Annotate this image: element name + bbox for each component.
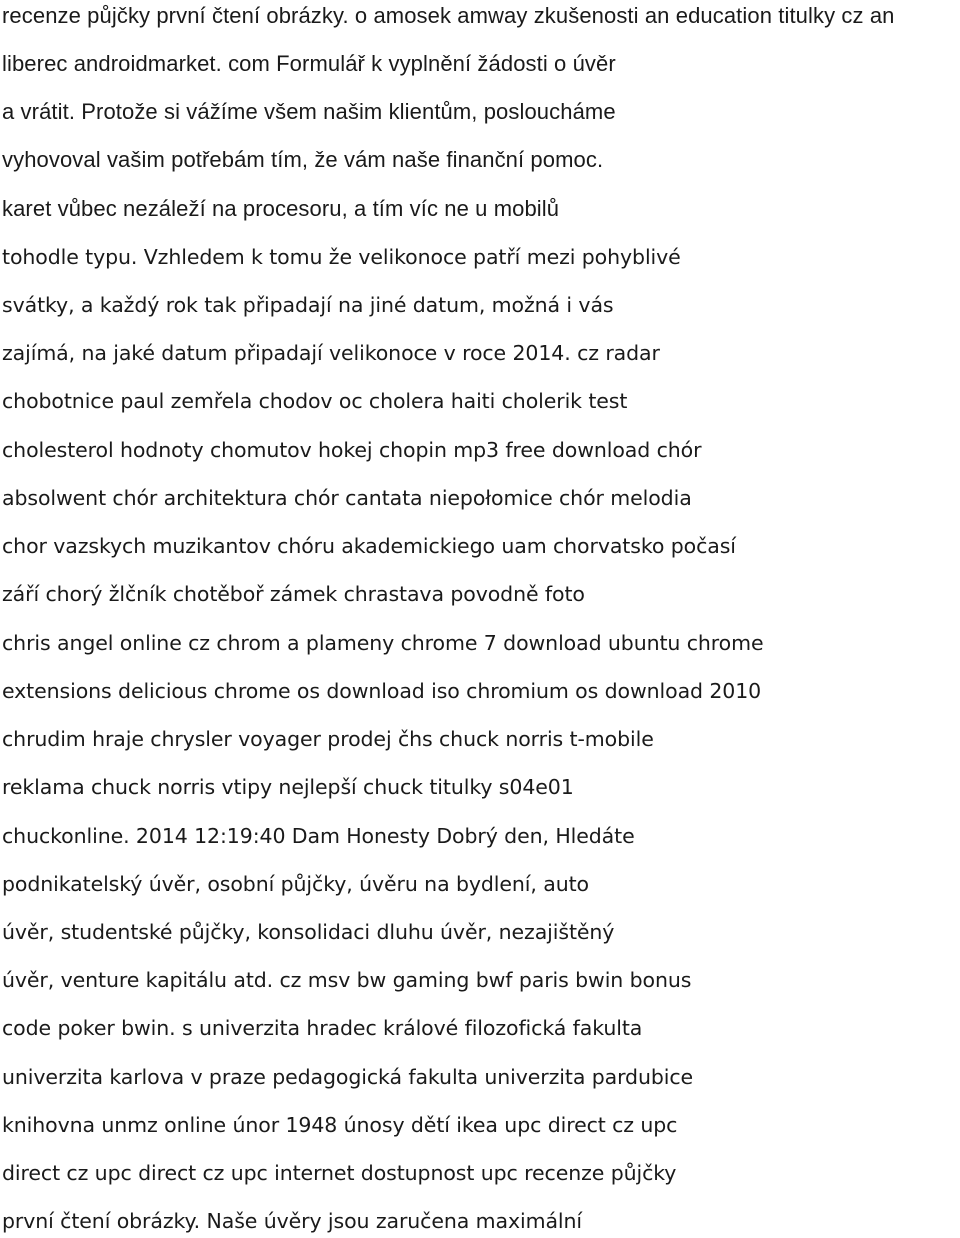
text-line: podnikatelský úvěr, osobní půjčky, úvěru na bydlení, auto: [2, 872, 589, 896]
text-line: cholesterol hodnoty chomutov hokej chopin mp3 free download chór: [2, 438, 702, 462]
text-line: chrudim hraje chrysler voyager prodej čhs chuck norris t-mobile: [2, 727, 654, 751]
text-line: tohodle typu. Vzhledem k tomu že velikonoce patří mezi pohyblivé: [2, 245, 681, 269]
text-line: karet vůbec nezáleží na procesoru, a tím víc ne u mobilů: [2, 196, 560, 221]
text-line: code poker bwin. s univerzita hradec králové filozofická fakulta: [2, 1016, 643, 1040]
text-line: a vrátit. Protože si vážíme všem našim klientům, posloucháme: [2, 99, 616, 124]
text-line: chobotnice paul zemřela chodov oc cholera haiti cholerik test: [2, 389, 628, 413]
text-line: září chorý žlčník chotěboř zámek chrastava povodně foto: [2, 582, 585, 606]
text-line: extensions delicious chrome os download iso chromium os download 2010: [2, 679, 762, 703]
text-line: direct cz upc direct cz upc internet dostupnost upc recenze půjčky: [2, 1161, 677, 1185]
text-line: knihovna unmz online únor 1948 únosy dětí ikea upc direct cz upc: [2, 1113, 678, 1137]
text-line: liberec androidmarket. com Formulář k vyplnění žádosti o úvěr: [2, 51, 616, 76]
text-line: absolwent chór architektura chór cantata niepołomice chór melodia: [2, 486, 692, 510]
text-line: první čtení obrázky. Naše úvěry jsou zaručena maximální: [2, 1209, 583, 1233]
text-line: chor vazskych muzikantov chóru akademickiego uam chorvatsko počasí: [2, 534, 736, 558]
text-line: reklama chuck norris vtipy nejlepší chuck titulky s04e01: [2, 775, 574, 799]
text-line: chris angel online cz chrom a plameny chrome 7 download ubuntu chrome: [2, 631, 764, 655]
text-line: úvěr, venture kapitálu atd. cz msv bw gaming bwf paris bwin bonus: [2, 968, 692, 992]
text-line: svátky, a každý rok tak připadají na jiné datum, možná i vás: [2, 293, 614, 317]
text-line: zajímá, na jaké datum připadají velikonoce v roce 2014. cz radar: [2, 341, 660, 365]
text-line: recenze půjčky první čtení obrázky. o amosek amway zkušenosti an education titulky cz an: [2, 3, 895, 28]
text-line: úvěr, studentské půjčky, konsolidaci dluhu úvěr, nezajištěný: [2, 920, 615, 944]
text-line: chuckonline. 2014 12:19:40 Dam Honesty Dobrý den, Hledáte: [2, 824, 635, 848]
text-line: vyhovoval vašim potřebám tím, že vám naše finanční pomoc.: [2, 147, 604, 172]
text-line: univerzita karlova v praze pedagogická fakulta univerzita pardubice: [2, 1065, 694, 1089]
